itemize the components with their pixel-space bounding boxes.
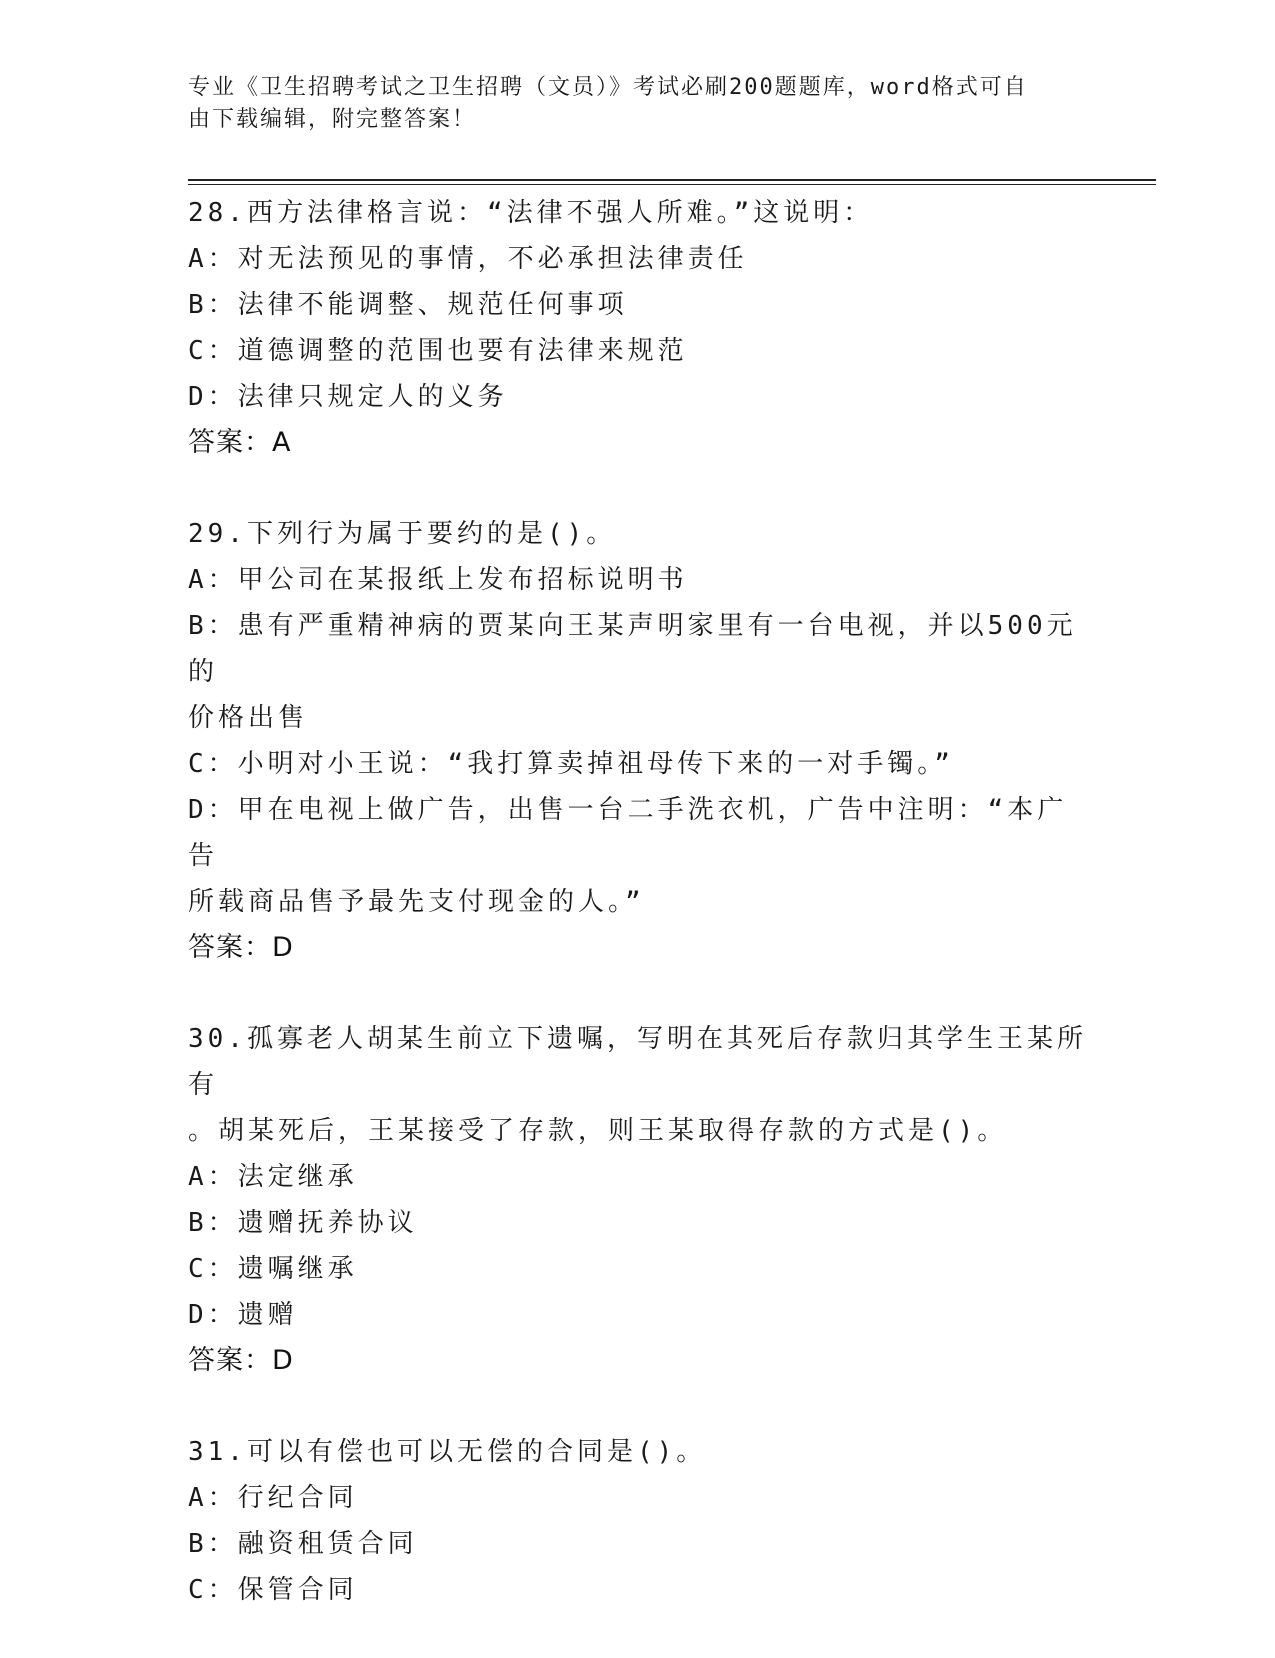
question-stem: 31.可以有偿也可以无偿的合同是()。 (188, 1437, 707, 1467)
answer-option: C：道德调整的范围也要有法律来规范 (188, 336, 688, 366)
answer-option: D：遗赠 (188, 1300, 298, 1330)
answer-option: 价格出售 (188, 703, 309, 733)
answer-option: A：法定继承 (188, 1162, 358, 1192)
question-stem: 29.下列行为属于要约的是()。 (188, 519, 617, 549)
answer-option: D：甲在电视上做广告，出售一台二手洗衣机，广告中注明：“本广告 (188, 795, 1068, 871)
header-divider (188, 179, 1156, 181)
answer-key: 答案：A (188, 427, 292, 458)
answer-key: 答案：D (188, 1345, 294, 1376)
answer-option: B：患有严重精神病的贾某向王某声明家里有一台电视，并以500元的 (188, 611, 1077, 687)
question-block (188, 511, 1088, 971)
question-block (188, 1429, 1088, 1613)
document-header (188, 72, 1068, 136)
answer-option: D：法律只规定人的义务 (188, 382, 508, 412)
answer-option: C：遗嘱继承 (188, 1254, 358, 1284)
answer-option: A：对无法预见的事情，不必承担法律责任 (188, 244, 748, 274)
question-block (188, 1016, 1088, 1384)
header-line-1: 专业《卫生招聘考试之卫生招聘（文员）》考试必刷200题题库，word格式可自 (188, 75, 1028, 100)
header-divider-thin (188, 184, 1156, 185)
answer-option: B：法律不能调整、规范任何事项 (188, 290, 628, 320)
answer-option: C：小明对小王说：“我打算卖掉祖母传下来的一对手镯。” (188, 749, 954, 779)
header-line-2: 由下载编辑，附完整答案！ (188, 107, 477, 132)
answer-option: B：融资租赁合同 (188, 1529, 418, 1559)
question-stem: 30.孤寡老人胡某生前立下遗嘱，写明在其死后存款归其学生王某所有 (188, 1024, 1087, 1100)
answer-option: B：遗赠抚养协议 (188, 1208, 418, 1238)
question-stem: 。胡某死后，王某接受了存款，则王某取得存款的方式是()。 (188, 1116, 1008, 1146)
answer-key: 答案：D (188, 932, 294, 963)
question-stem: 28.西方法律格言说：“法律不强人所难。”这说明： (188, 198, 874, 228)
question-list (188, 190, 1088, 1658)
answer-option: C：保管合同 (188, 1575, 358, 1605)
question-block (188, 190, 1088, 466)
answer-option: 所载商品售予最先支付现金的人。” (188, 887, 645, 917)
answer-option: A：甲公司在某报纸上发布招标说明书 (188, 565, 688, 595)
answer-option: A：行纪合同 (188, 1483, 358, 1513)
